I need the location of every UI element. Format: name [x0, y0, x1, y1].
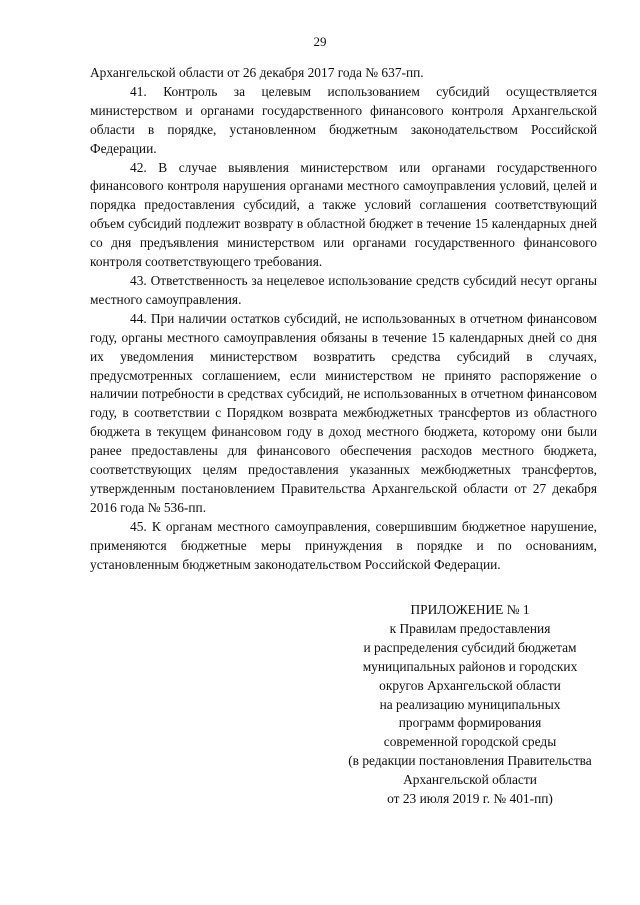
appendix-line: (в редакции постановления Правительства	[348, 753, 592, 769]
appendix-line: современной городской среды	[383, 734, 557, 750]
appendix-line: Архангельской области	[403, 772, 537, 788]
appendix-line: программ формирования	[398, 715, 542, 731]
paragraph-41: 41. Контроль за целевым использованием субсидий осуществляется министерством и органами государственного финансового контроля Архангельской области в порядке, установленном бюджетным законодательством Российской Федерации.	[90, 83, 597, 156]
paragraph-43: 43. Ответственность за нецелевое использование средств субсидий несут органы местного самоуправления.	[90, 272, 597, 307]
appendix-line: округов Архангельской области	[379, 677, 561, 693]
appendix-line: от 23 июля 2019 г. № 401-пп)	[387, 791, 553, 807]
paragraph-45: 45. К органам местного самоуправления, совершившим бюджетное нарушение, применяются бюджетные меры принуждения в порядке и по основаниям, установленным бюджетным законодательством Российской Федерации.	[90, 518, 597, 572]
page-number: 29	[313, 34, 327, 49]
appendix-line: к Правилам предоставления	[389, 620, 551, 636]
appendix-block	[300, 601, 640, 809]
paragraph-44: 44. При наличии остатков субсидий, не использованных в отчетном финансовом году, органы местного самоуправления обязаны в течение 15 календарных дней со дня их уведомления министерством возвратить средства субсидий в случаях, предусмотренных соглашением, если министерством не принято распоряжение о наличии потребности в средствах субсидий, не использованных в отчетном финансовом году, в соответствии с Порядком возврата межбюджетных трансфертов из областного бюджета в текущем финансовом году в доход местного бюджета, которому они были ранее предоставлены для финансового обеспечения расходов местного бюджета, соответствующих целям предоставления указанных межбюджетных трансфертов, утвержденным постановлением Правительства Архангельской области от 27 декабря 2016 года № 536-пп.	[90, 310, 597, 515]
appendix-line: на реализацию муниципальных	[379, 696, 561, 712]
appendix-line: и распределения субсидий бюджетам	[363, 639, 577, 655]
paragraph-42: 42. В случае выявления министерством или органами государственного финансового контроля нарушения органами местного самоуправления условий, целей и порядка предоставления субсидий, а также условий соглашения соответствующий объем субсидий подлежит возврату в областной бюджет в течение 15 календарных дней со дня предъявления министерством или органами государственного финансового контроля соответствующего требования.	[90, 159, 597, 270]
body-text	[90, 64, 597, 574]
paragraph-continuation: Архангельской области от 26 декабря 2017 года № 637-пп.	[90, 65, 424, 80]
appendix-title: ПРИЛОЖЕНИЕ № 1	[410, 602, 530, 617]
appendix-line: муниципальных районов и городских	[362, 658, 578, 674]
